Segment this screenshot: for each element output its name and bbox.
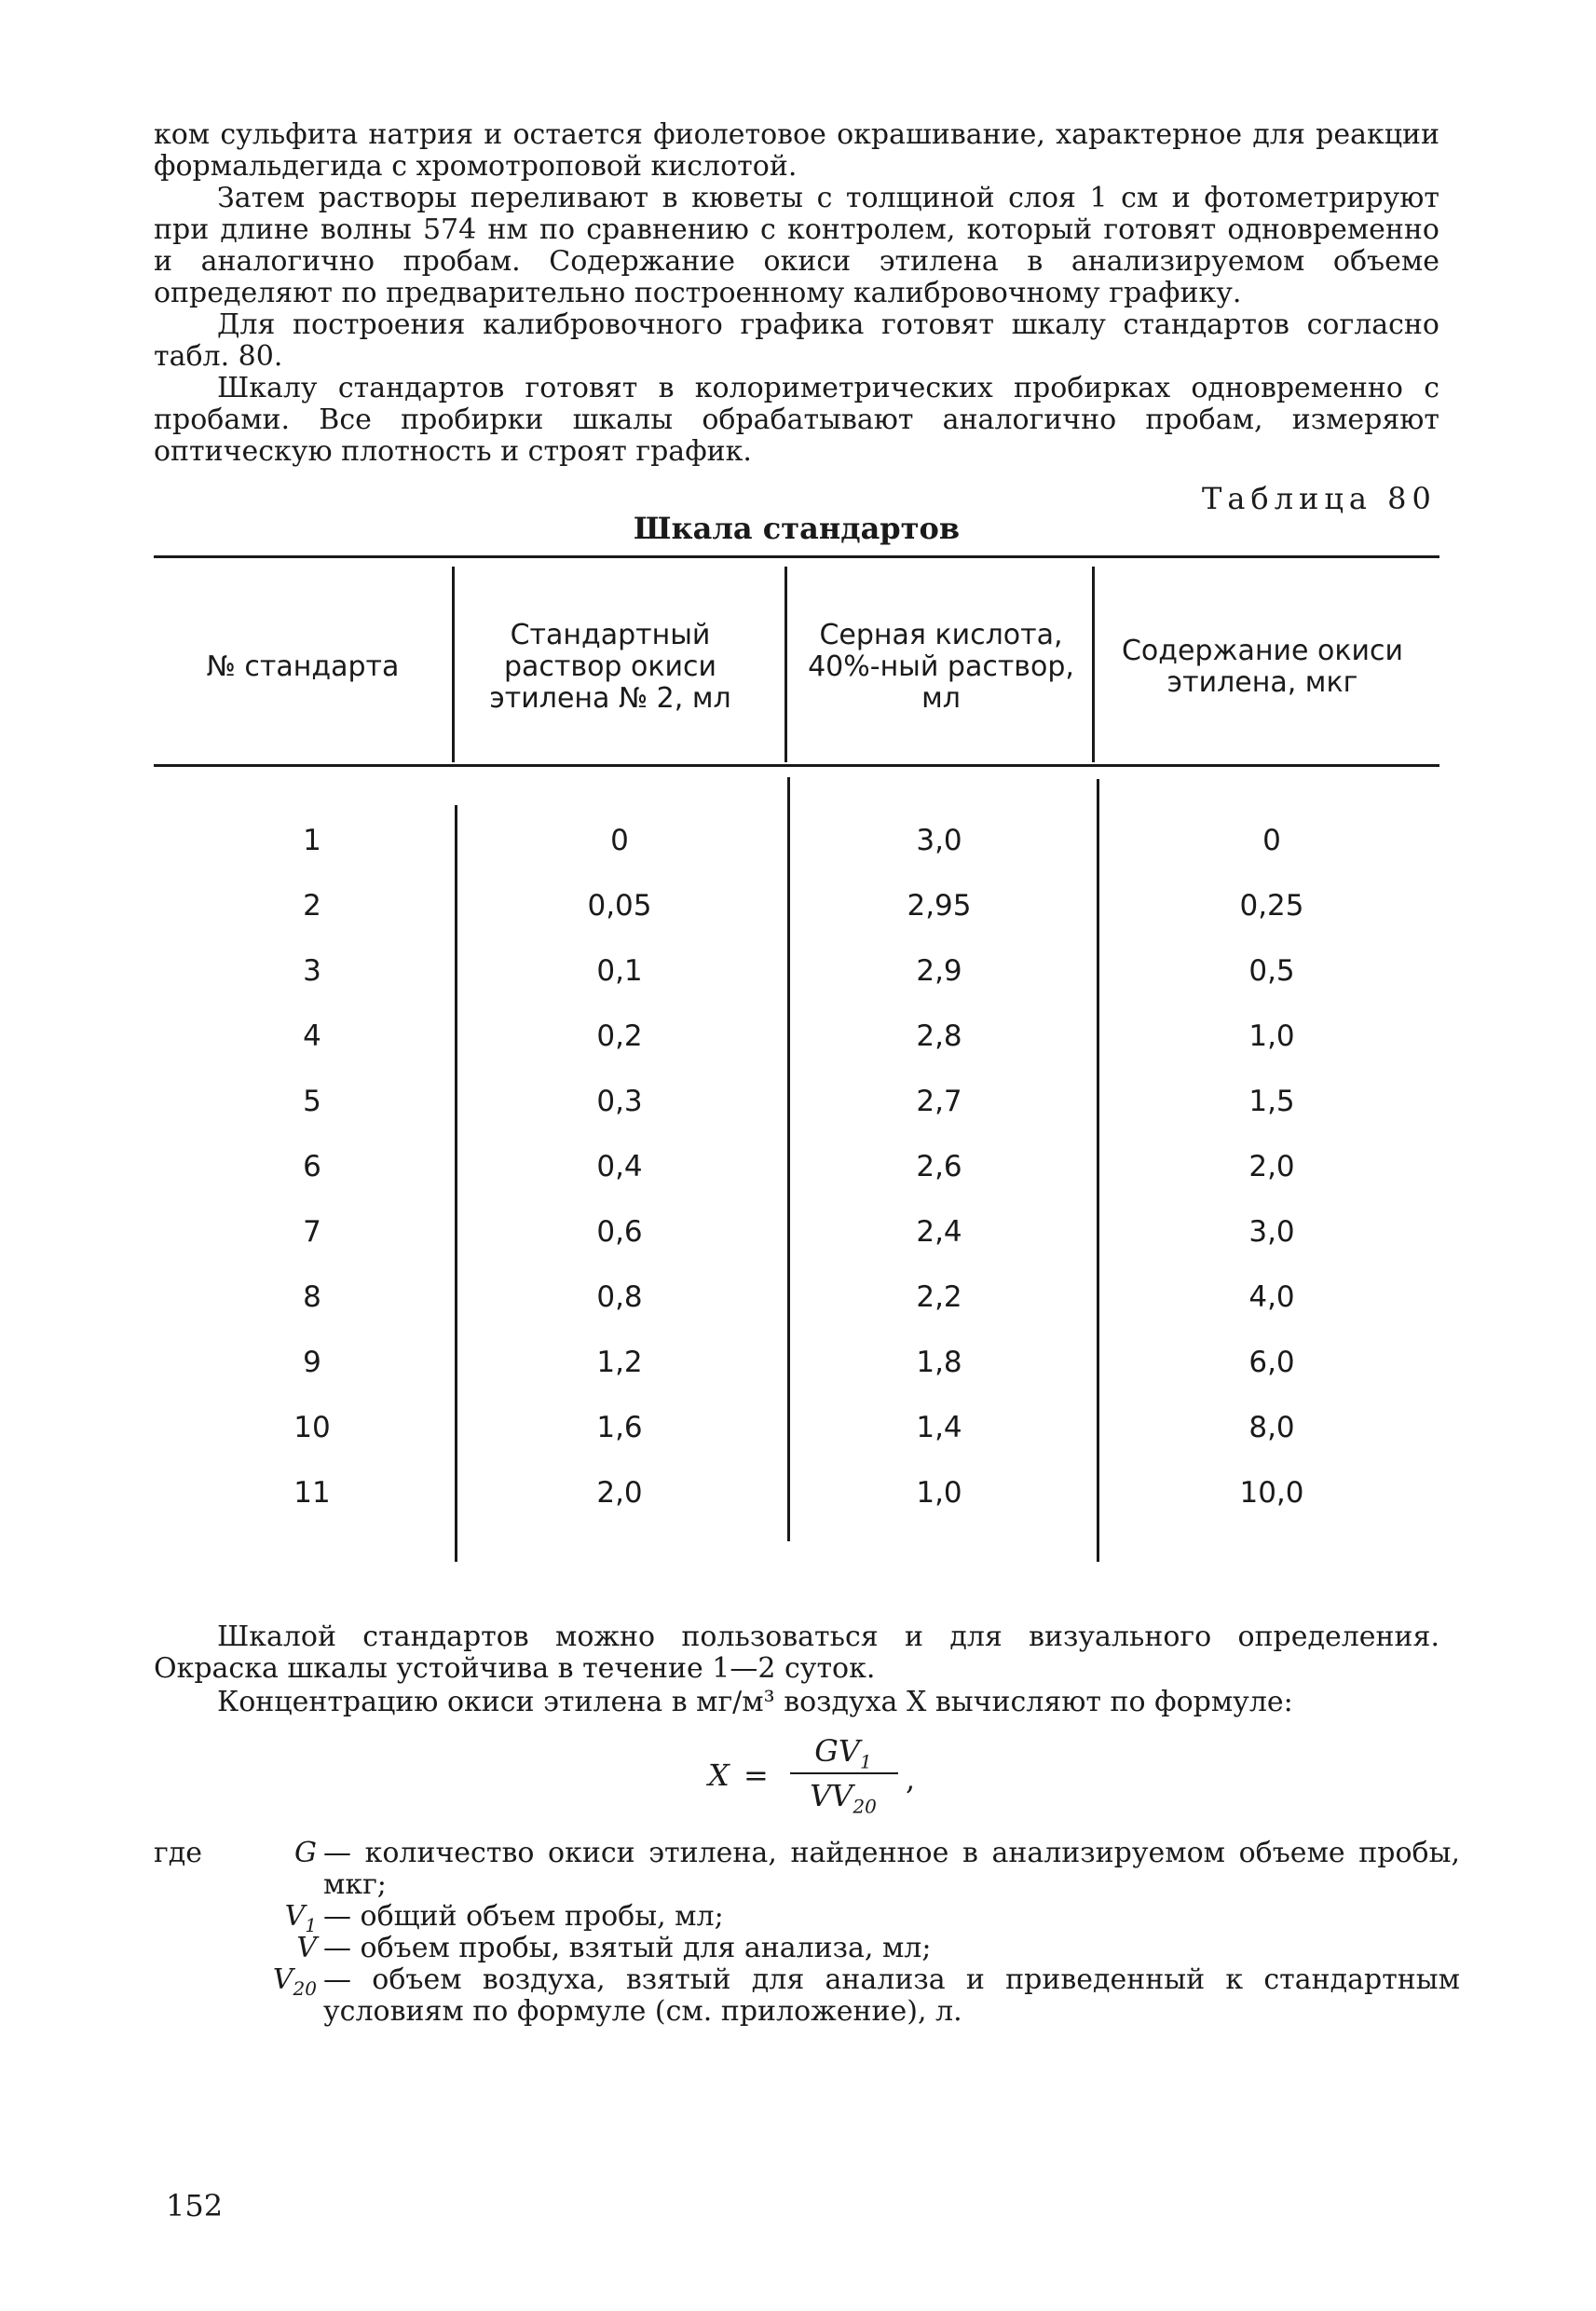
- table-cell: 3,0: [1248, 1215, 1295, 1249]
- table-cell: 4,0: [1248, 1280, 1295, 1314]
- table-cell: 9: [303, 1346, 321, 1379]
- table-cell: 2,7: [916, 1085, 962, 1118]
- table-cell: 5: [303, 1085, 321, 1118]
- table-column-divider: [1092, 567, 1095, 762]
- table-cell: 0,8: [596, 1280, 643, 1314]
- table-row: [154, 1085, 1439, 1150]
- table-cell: 10,0: [1239, 1476, 1304, 1510]
- definition-text: — общий объем пробы, мл;: [323, 1900, 724, 1933]
- table-cell: 0,4: [596, 1150, 643, 1183]
- table-cell: 11: [293, 1476, 331, 1510]
- header-standard-solution: Стандартный раствор окиси этилена № 2, мл: [489, 619, 731, 715]
- table-cell: 0: [610, 824, 629, 857]
- table-cell: 8: [303, 1280, 321, 1314]
- table-cell: 1,8: [916, 1346, 962, 1379]
- table-row: [154, 1411, 1439, 1476]
- table-cell: 0,25: [1239, 889, 1304, 923]
- header-standard-number: № стандарта: [206, 650, 400, 683]
- formula-fraction-bar: [790, 1772, 898, 1774]
- definition-text: — объем воздуха, взятый для анализа и приведенный к стандартным условиям по формуле (см. приложение), л.: [323, 1963, 1460, 2028]
- formula-equals: =: [743, 1757, 769, 1793]
- table-top-rule: [154, 555, 1439, 558]
- table-cell: 2,6: [916, 1150, 962, 1183]
- concentration-formula: [708, 1733, 950, 1817]
- table-cell: 7: [303, 1215, 321, 1249]
- table-number: Таблица 80: [1202, 481, 1437, 516]
- table-row: [154, 1280, 1439, 1346]
- paragraph-continuation: ком сульфита натрия и остается фиолетовое окрашивание, характерное для реакции формальдегида с хромотроповой кислотой.: [154, 118, 1439, 183]
- table-row: [154, 889, 1439, 954]
- table-cell: 2,2: [916, 1280, 962, 1314]
- paragraph-visual: Шкалой стандартов можно пользоваться и для визуального определения. Окраска шкалы устойчива в течение 1—2 суток.: [154, 1620, 1439, 1685]
- table-column-divider: [784, 567, 787, 762]
- table-cell: 1,4: [916, 1411, 962, 1444]
- table-cell: 0,3: [596, 1085, 643, 1118]
- table-cell: 1,5: [1248, 1085, 1295, 1118]
- table-cell: 0,1: [596, 954, 643, 988]
- table-cell: 2: [303, 889, 321, 923]
- table-row: [154, 1215, 1439, 1280]
- table-header-rule: [154, 764, 1439, 767]
- table-row: [154, 1019, 1439, 1085]
- table-cell: 2,9: [916, 954, 962, 988]
- variable-definitions: [154, 1838, 1458, 2043]
- table-cell: 2,4: [916, 1215, 962, 1249]
- paragraph-formula-intro: Концентрацию окиси этилена в мг/м³ воздуха X вычисляют по формуле:: [217, 1686, 1293, 1718]
- table-row: [154, 1150, 1439, 1215]
- table-cell: 8,0: [1248, 1411, 1295, 1444]
- table-cell: 3: [303, 954, 321, 988]
- table-cell: 2,0: [1248, 1150, 1295, 1183]
- table-cell: 1,2: [596, 1346, 643, 1379]
- definitions-lead: где: [154, 1837, 202, 1869]
- formula-numerator: $GV_1$: [814, 1733, 872, 1773]
- table-row: [154, 824, 1439, 889]
- table-cell: 0,6: [596, 1215, 643, 1249]
- table-row: [154, 1476, 1439, 1541]
- paragraph-calibration: Для построения калибровочного графика готовят шкалу стандартов согласно табл. 80.: [154, 308, 1439, 373]
- standards-table: [154, 555, 1439, 1571]
- table-cell: 6: [303, 1150, 321, 1183]
- paragraph-scale-prep: Шкалу стандартов готовят в колориметрических пробирках одновременно с пробами. Все пробирки шкалы обрабатывают аналогично пробам, измеряют оптическую плотность и строят график.: [154, 372, 1439, 468]
- table-row: [154, 954, 1439, 1019]
- definition-symbol: G: [294, 1837, 317, 1869]
- table-cell: 2,8: [916, 1019, 962, 1053]
- table-cell: 0: [1262, 824, 1281, 857]
- table-cell: 1,0: [1248, 1019, 1295, 1053]
- table-cell: 1: [303, 824, 321, 857]
- table-cell: 2,0: [596, 1476, 643, 1510]
- page-number: 152: [166, 2188, 224, 2223]
- table-cell: 1,6: [596, 1411, 643, 1444]
- table-row: [154, 1346, 1439, 1411]
- definition-symbol: $V_1$: [284, 1900, 317, 1936]
- definition-symbol: V: [296, 1932, 317, 1964]
- table-cell: 10: [293, 1411, 331, 1444]
- table-cell: 3,0: [916, 824, 962, 857]
- table-cell: 0,2: [596, 1019, 643, 1053]
- definition-symbol: $V_{20}$: [272, 1963, 317, 2000]
- definition-text: — количество окиси этилена, найденное в анализируемом объеме пробы, мкг;: [323, 1837, 1460, 1901]
- formula-lhs: X: [708, 1757, 730, 1793]
- table-cell: 2,95: [907, 889, 972, 923]
- table-column-divider: [452, 567, 455, 762]
- definition-text: — объем пробы, взятый для анализа, мл;: [323, 1932, 932, 1964]
- formula-comma: ,: [906, 1761, 916, 1797]
- table-cell: 1,0: [916, 1476, 962, 1510]
- header-ethylene-oxide-content: Содержание окиси этилена, мкг: [1121, 635, 1404, 699]
- table-title: Шкала стандартов: [633, 511, 961, 546]
- table-cell: 0,5: [1248, 954, 1295, 988]
- table-cell: 0,05: [587, 889, 652, 923]
- formula-denominator: $VV_{20}$: [810, 1778, 877, 1818]
- paragraph-photometry: Затем растворы переливают в кюветы с толщиной слоя 1 см и фотометрируют при длине волны 574 нм по сравнению с контролем, который готовят одновременно и аналогично пробам. Содержание окиси этилена в анализируемом объеме определяют по предварительно построенному калибровочному графику.: [154, 182, 1439, 309]
- table-cell: 4: [303, 1019, 321, 1053]
- table-cell: 6,0: [1248, 1346, 1295, 1379]
- header-sulfuric-acid: Серная кислота, 40%-ный раствор, мл: [808, 619, 1074, 715]
